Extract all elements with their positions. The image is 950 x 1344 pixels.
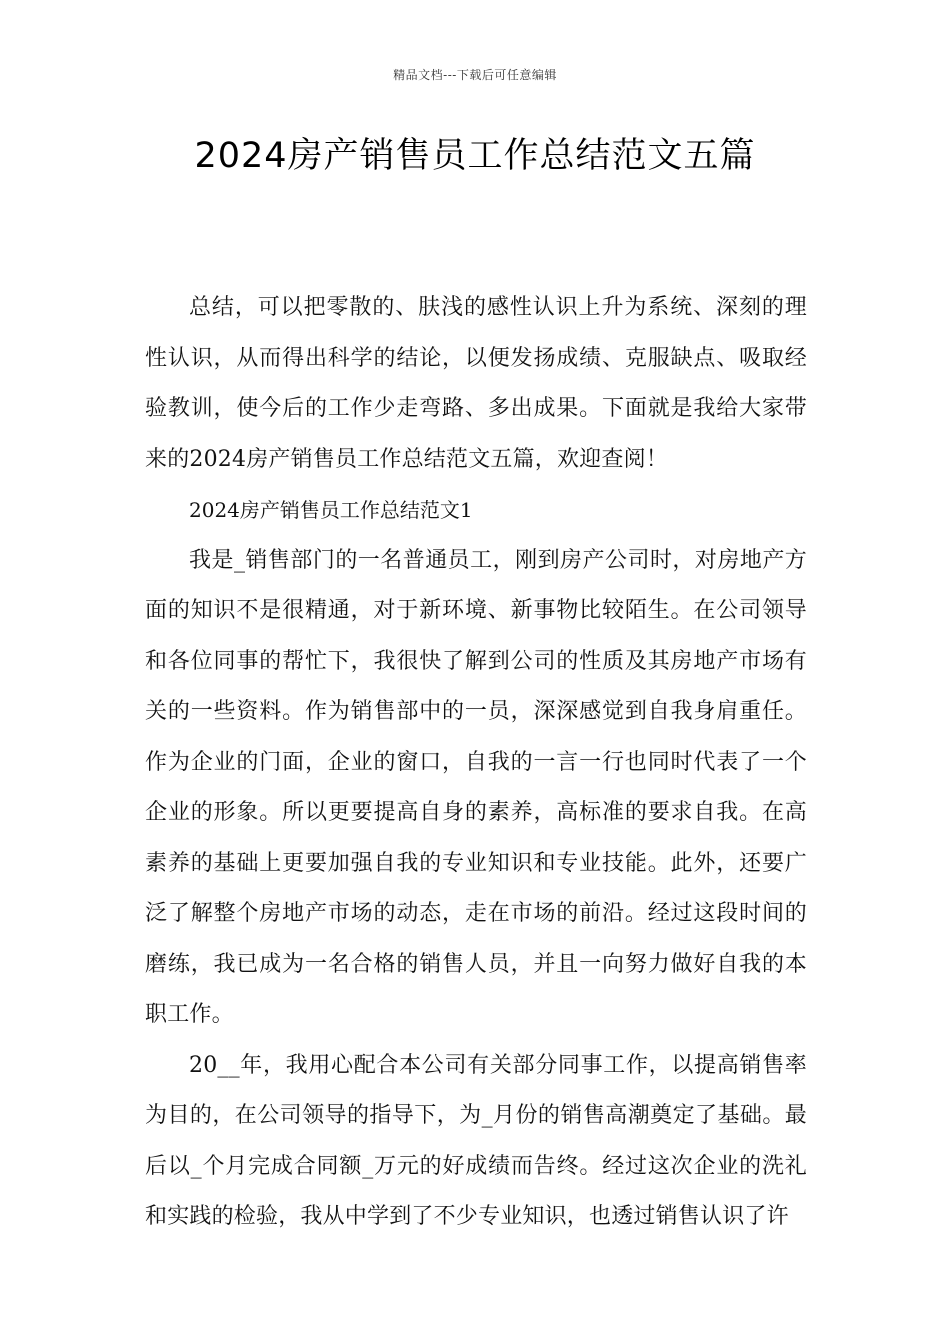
section-heading: 2024房产销售员工作总结范文1 (189, 498, 473, 522)
header-note: 精品文档---下载后可任意编辑 (393, 68, 557, 82)
intro-paragraph: 总结，可以把零散的、肤浅的感性认识上升为系统、深刻的理性认识，从而得出科学的结论，以便发扬成绩、克服缺点、吸取经验教训，使今后的工作少走弯路、多出成果。下面就是我给大家带来的2024房产销售员工作总结范文五篇，欢迎查阅！ (145, 295, 807, 472)
document-body (145, 283, 807, 1243)
document-title: 2024房产销售员工作总结范文五篇 (194, 136, 756, 176)
section-paragraph-1: 我是_销售部门的一名普通员工，刚到房产公司时，对房地产方面的知识不是很精通，对于新环境、新事物比较陌生。在公司领导和各位同事的帮忙下，我很快了解到公司的性质及其房地产市场有关的一些资料。作为销售部中的一员，深深感觉到自我身肩重任。作为企业的门面，企业的窗口，自我的一言一行也同时代表了一个企业的形象。所以更要提高自身的素养，高标准的要求自我。在高素养的基础上更要加强自我的专业知识和专业技能。此外，还要广泛了解整个房地产市场的动态，走在市场的前沿。经过这段时间的磨练，我已成为一名合格的销售人员，并且一向努力做好自我的本职工作。 (145, 547, 807, 1027)
section-paragraph-2: 20__年，我用心配合本公司有关部分同事工作，以提高销售率为目的，在公司领导的指导下，为_月份的销售高潮奠定了基础。最后以_个月完成合同额_万元的好成绩而告终。经过这次企业的洗礼和实践的检验，我从中学到了不少专业知识，也透过销售认识了许 (145, 1052, 807, 1229)
